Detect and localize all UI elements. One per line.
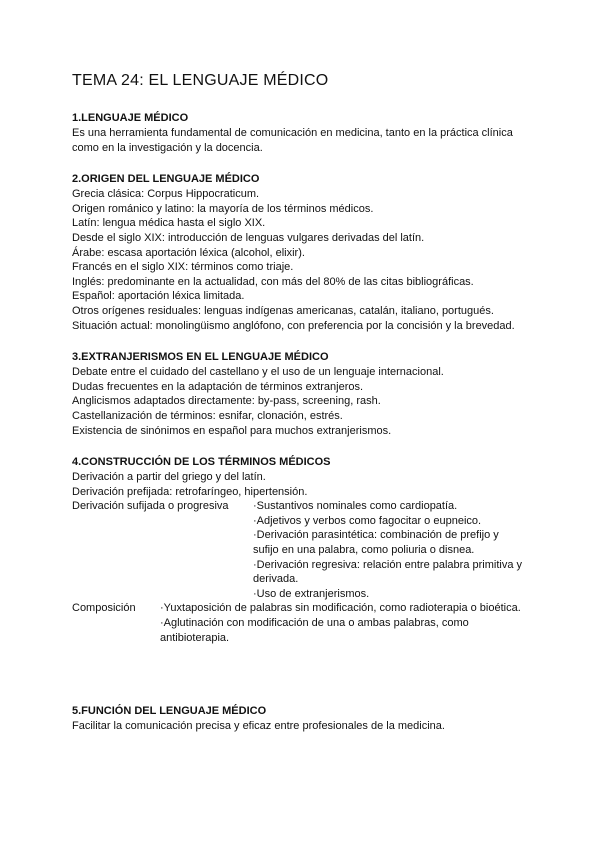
paragraph-line: Otros orígenes residuales: lenguas indígenas americanas, catalán, italiano, portugués. [72, 304, 494, 317]
paragraph-line: Inglés: predominante en la actualidad, con más del 80% de las citas bibliográficas. [72, 275, 474, 288]
paragraph-line: Es una herramienta fundamental de comunicación en medicina, tanto en la práctica clínica [72, 127, 513, 139]
composition-items [160, 601, 542, 645]
paragraph-line: Francés en el siglo XIX: términos como triaje. [72, 261, 294, 274]
paragraph-line: Anglicismos adaptados directamente: by-pass, screening, rash. [72, 395, 381, 408]
section-4 [72, 456, 542, 645]
section-5 [72, 705, 542, 734]
paragraph-line: Español: aportación léxica limitada. [72, 290, 245, 303]
paragraph-line: Existencia de sinónimos en español para muchos extranjerismos. [72, 424, 392, 437]
section-heading: 2.ORIGEN DEL LENGUAJE MÉDICO [72, 173, 260, 186]
paragraph-line: Árabe: escasa aportación léxica (alcohol, elixir). [72, 246, 305, 259]
paragraph-line: Desde el siglo XIX: introducción de lenguas vulgares derivadas del latín. [72, 231, 425, 244]
paragraph-line: Debate entre el cuidado del castellano y el uso de un lenguaje internacional. [72, 366, 444, 379]
paragraph-line: Derivación prefijada: retrofaríngeo, hipertensión. [72, 485, 308, 498]
section-heading: 5.FUNCIÓN DEL LENGUAJE MÉDICO [72, 705, 267, 718]
section-1 [72, 112, 542, 155]
spacer [72, 663, 542, 705]
section-heading: 1.LENGUAJE MÉDICO [72, 112, 189, 124]
paragraph-line: Facilitar la comunicación precisa y eficaz entre profesionales de la medicina. [72, 720, 445, 733]
section-3 [72, 351, 542, 438]
paragraph-line: Castellanización de términos: esnifar, clonación, estrés. [72, 409, 343, 422]
page-title: TEMA 24: EL LENGUAJE MÉDICO [72, 72, 329, 89]
paragraph-line: Latín: lengua médica hasta el siglo XIX. [72, 217, 266, 230]
list-item: ·Derivación regresiva: relación entre palabra primitiva y [253, 558, 523, 571]
list-item: ·Uso de extranjerismos. [253, 587, 370, 600]
composition-block [72, 601, 542, 645]
paragraph-line: Derivación a partir del griego y del latín. [72, 471, 266, 484]
paragraph-line: Dudas frecuentes en la adaptación de términos extranjeros. [72, 380, 364, 393]
composition-label: Composición [72, 602, 136, 615]
list-item: ·Sustantivos nominales como cardiopatía. [253, 500, 458, 513]
list-item: derivada. [253, 573, 299, 586]
section-heading: 4.CONSTRUCCIÓN DE LOS TÉRMINOS MÉDICOS [72, 456, 331, 469]
derivation-items [253, 499, 542, 601]
paragraph-line: Grecia clásica: Corpus Hippocraticum. [72, 188, 260, 201]
list-item: ·Adjetivos y verbos como fagocitar o eupneico. [253, 514, 482, 527]
list-item: sufijo en una palabra, como poliuria o disnea. [253, 544, 475, 557]
derivation-block [72, 499, 542, 601]
section-heading: 3.EXTRANJERISMOS EN EL LENGUAJE MÉDICO [72, 351, 329, 364]
list-item: ·Yuxtaposición de palabras sin modificación, como radioterapia o bioética. [160, 602, 521, 615]
list-item: antibioterapia. [160, 631, 230, 644]
section-2 [72, 173, 542, 333]
paragraph-line: como en la investigación y la docencia. [72, 141, 263, 154]
document-page [72, 72, 542, 752]
list-item: ·Derivación parasintética: combinación de prefijo y [253, 529, 499, 542]
paragraph-line: Situación actual: monolingüismo anglófono, con preferencia por la concisión y la brevedad. [72, 319, 515, 332]
paragraph-line: Origen románico y latino: la mayoría de los términos médicos. [72, 202, 374, 215]
derivation-label: Derivación sufijada o progresiva [72, 500, 229, 513]
list-item: ·Aglutinación con modificación de una o ambas palabras, como [160, 617, 469, 630]
